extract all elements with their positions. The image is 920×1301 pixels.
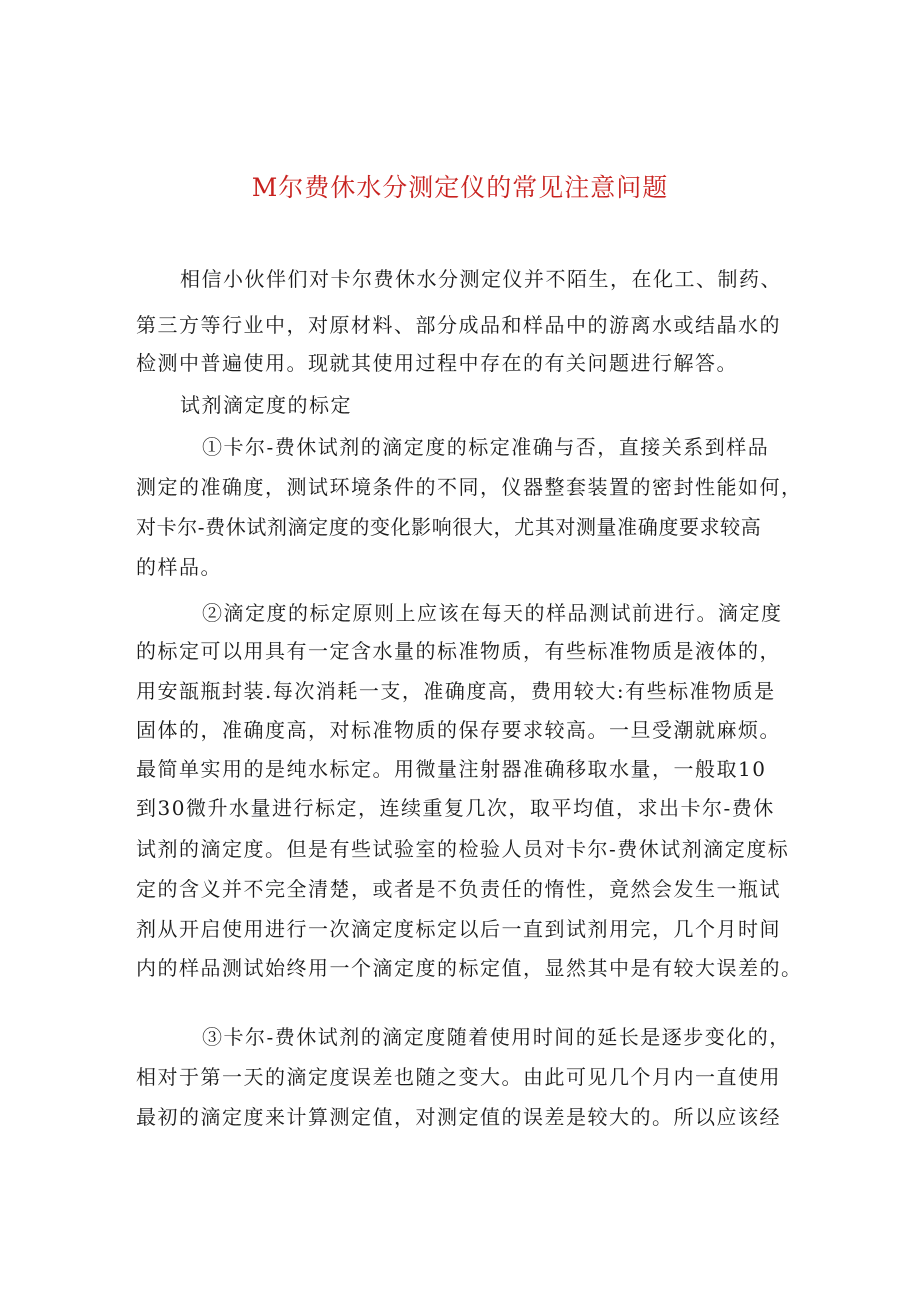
item-3-line-2: 相对于第一天的滴定度误差也随之变大。由此可见几个月内一直使用 bbox=[136, 1065, 781, 1089]
item-2-line-4: 固体的，准确度高，对标准物质的保存要求较高。一旦受潮就麻烦。 bbox=[136, 718, 781, 742]
item-1-line-3: 对卡尔-费休试剂滴定度的变化影响很大，尤其对测量准确度要求较高 bbox=[136, 515, 762, 539]
item-2-line-7: 试剂的滴定度。但是有些试验室的检验人员对卡尔-费休试剂滴定度标 bbox=[136, 837, 790, 861]
item-2-line-1: ②滴定度的标定原则上应该在每天的样品测试前进行。滴定度 bbox=[202, 601, 783, 625]
paragraph-intro-line-3: 检测中普遍使用。现就其使用过程中存在的有关问题进行解答。 bbox=[136, 351, 738, 375]
item-3-line-3: 最初的滴定度来计算测定值，对测定值的误差是较大的。所以应该经 bbox=[136, 1105, 781, 1129]
item-1-line-1: ①卡尔-费休试剂的滴定度的标定准确与否，直接关系到样品 bbox=[202, 435, 770, 459]
item-3-line-1: ③卡尔-费休试剂的滴定度随着使用时间的延长是逐步变化的， bbox=[202, 1025, 791, 1049]
item-2-line-3: 用安瓿瓶封装.每次消耗一支，准确度高，费用较大:有些标准物质是 bbox=[136, 679, 776, 703]
item-2-line-8: 定的含义并不完全清楚，或者是不负责任的惰性，竟然会发生一瓶试 bbox=[136, 877, 781, 901]
item-2-line-10: 内的样品测试始终用一个滴定度的标定值，显然其中是有较大误差的。 bbox=[136, 956, 803, 980]
item-1-line-2: 测定的准确度，测试环境条件的不同，仪器整套装置的密封性能如何， bbox=[136, 475, 803, 499]
item-1-line-4: 的样品。 bbox=[136, 555, 222, 579]
section-heading: 试剂滴定度的标定 bbox=[180, 393, 352, 417]
item-2-line-5: 最简单实用的是纯水标定。用微量注射器准确移取水量，一般取10 bbox=[136, 757, 767, 781]
paragraph-intro-line-1: 相信小伙伴们对卡尔费休水分测定仪并不陌生，在化工、制药、 bbox=[180, 267, 782, 291]
item-2-line-6: 到30微升水量进行标定，连续重复几次，取平均值，求出卡尔-费休 bbox=[136, 796, 775, 820]
item-2-line-2: 的标定可以用具有一定含水量的标准物质，有些标准物质是液体的， bbox=[136, 639, 781, 663]
document-title: M尔费休水分测定仪的常见注意问题 bbox=[251, 173, 669, 202]
item-2-line-9: 剂从开启使用进行一次滴定度标定以后一直到试剂用完，几个月时间 bbox=[136, 917, 781, 941]
paragraph-intro-line-2: 第三方等行业中，对原材料、部分成品和样品中的游离水或结晶水的 bbox=[136, 313, 781, 337]
